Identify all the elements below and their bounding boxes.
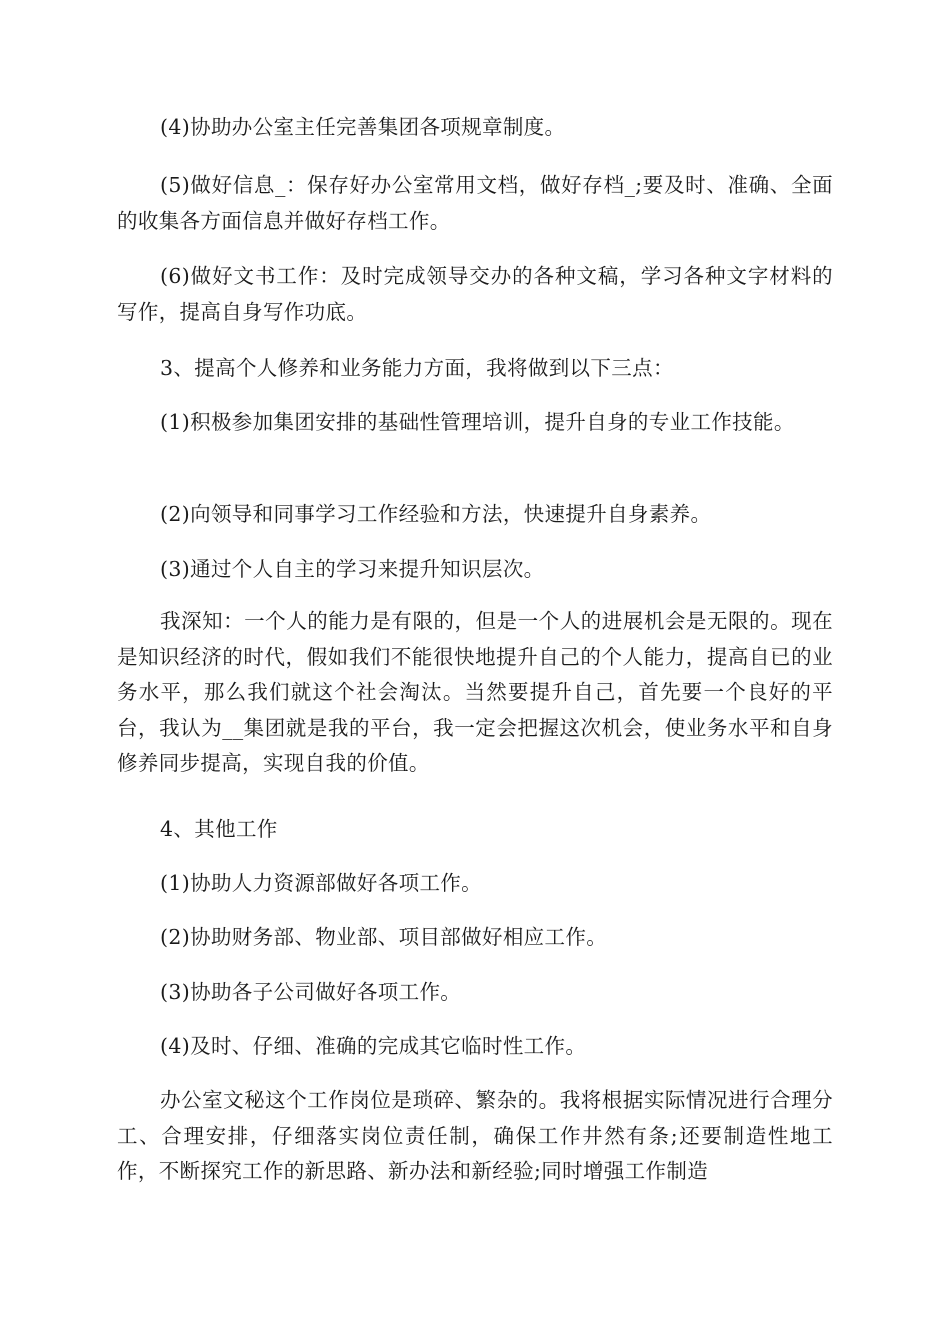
paragraph-5: (1)积极参加集团安排的基础性管理培训，提升自身的专业工作技能。 [160,410,795,434]
paragraph-6: (2)向领导和同事学习工作经验和方法，快速提升自身素养。 [160,502,712,526]
paragraph-11: (2)协助财务部、物业部、项目部做好相应工作。 [160,925,608,949]
paragraph-12: (3)协助各子公司做好各项工作。 [160,980,462,1004]
paragraph-4-section-heading: 3、提高个人修养和业务能力方面，我将做到以下三点： [160,356,674,380]
paragraph-13: (4)及时、仔细、准确的完成其它临时性工作。 [160,1034,587,1058]
paragraph-10: (1)协助人力资源部做好各项工作。 [160,871,482,895]
paragraph-2: (5)做好信息_：保存好办公室常用文档，做好存档_;要及时、准确、全面的收集各方面信息并做好存档工作。 [117,173,833,233]
paragraph-3: (6)做好文书工作：及时完成领导交办的各种文稿，学习各种文字材料的写作，提高自身写作功底。 [117,264,833,324]
paragraph-14: 办公室文秘这个工作岗位是琐碎、繁杂的。我将根据实际情况进行合理分工、合理安排，仔细落实岗位责任制，确保工作井然有条;还要制造性地工作，不断探究工作的新思路、新办法和新经验;同时增强工作制造 [117,1088,833,1183]
paragraph-8: 我深知：一个人的能力是有限的，但是一个人的进展机会是无限的。现在是知识经济的时代，假如我们不能很快地提升自己的个人能力，提高自已的业务水平，那么我们就这个社会淘汰。当然要提升自己，首先要一个良好的平台，我认为__集团就是我的平台，我一定会把握这次机会，使业务水平和自身修养同步提高，实现自我的价值。 [117,609,833,775]
paragraph-7: (3)通过个人自主的学习来提升知识层次。 [160,557,545,581]
paragraph-9-section-heading: 4、其他工作 [160,817,278,841]
paragraph-1: (4)协助办公室主任完善集团各项规章制度。 [160,115,566,139]
